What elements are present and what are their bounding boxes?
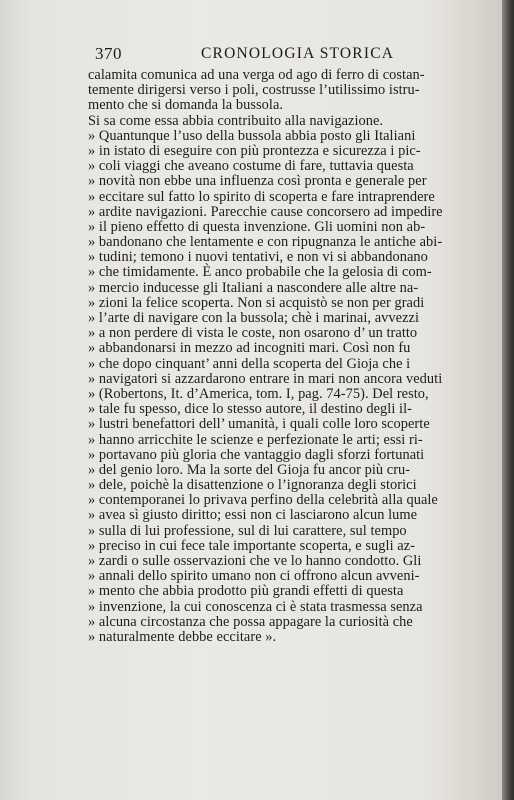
text-line: » (Robertons, It. d’America, tom. I, pag. 74-75). Del resto, [88, 385, 429, 402]
text-line: » eccitare sul fatto lo spirito di scoperta e fare intraprendere [88, 188, 435, 205]
text-line: » preciso in cui fece tale importante scoperta, e sugli az- [88, 537, 415, 554]
text-line: » sulla di lui professione, sul di lui carattere, sul tempo [88, 522, 407, 539]
text-line: » avea sì giusto diritto; essi non ci lasciarono alcun lume [88, 507, 418, 524]
text-line: » mento che abbia prodotto più grandi effetti di questa [88, 583, 404, 600]
text-line: calamita comunica ad una verga od ago di ferro di costan- [88, 67, 425, 83]
text-line: » lustri benefattori dell’ umanità, i quali colle loro scoperte [88, 416, 430, 433]
text-line: » mercio inducesse gli Italiani a nascondere alle altre na- [88, 279, 419, 296]
text-line: » l’arte di navigare con la bussola; chè i marinai, avvezzi [88, 310, 419, 326]
text-line: » Quantunque l’uso della bussola abbia posto gli Italiani [88, 127, 416, 144]
text-line: » annali dello spirito umano non ci offrono alcun avveni- [88, 568, 420, 585]
text-line: » che timidamente. È anco probabile che la gelosia di com- [88, 264, 432, 281]
text-line: » che dopo cinquant’ anni della scoperta del Gioja che i [88, 355, 411, 372]
text-line: » il pieno effetto di questa invenzione. Gli uomini non ab- [88, 218, 426, 235]
text-line: » bandonano che lentamente e con ripugnanza le antiche abi- [88, 234, 443, 251]
text-line: » naturalmente debbe eccitare ». [88, 628, 277, 645]
body-text [88, 68, 468, 645]
text-line: » dele, poichè la disattenzione o l’ignoranza degli storici [88, 477, 417, 494]
text-line: Si sa come essa abbia contribuito alla navigazione. [88, 112, 384, 129]
text-line: » ardite navigazioni. Parecchie cause concorsero ad impedire [88, 203, 443, 220]
text-line: » invenzione, la cui conoscenza ci è stata trasmessa senza [88, 598, 423, 615]
text-line: temente dirigersi verso i poli, costrusse l’utilissimo istru- [88, 82, 420, 99]
text-line: mento che si domanda la bussola. [88, 97, 284, 114]
text-line: » abbandonarsi in mezzo ad incogniti mari. Così non fu [88, 340, 411, 357]
text-line: » in istato di eseguire con più prontezza e sicurezza i pic- [88, 142, 421, 159]
text-line: » zardi o sulle osservazioni che ve lo hanno condotto. Gli [88, 553, 422, 569]
text-line: » coli viaggi che aveano costume di fare, tuttavia questa [88, 158, 414, 175]
text-line: » alcuna circostanza che possa appagare la curiosità che [88, 613, 413, 630]
text-line: » navigatori si azzardarono entrare in mari non ancora veduti [88, 370, 443, 387]
text-line: » novità non ebbe una influenza così pronta e generale per [88, 173, 427, 190]
text-line: » zioni la felice scoperta. Non si acquistò se non per gradi [88, 294, 425, 311]
text-line: » tale fu spesso, dice lo stesso autore, il destino degli il- [88, 401, 412, 418]
text-line: » del genio loro. Ma la sorte del Gioja fu ancor più cru- [88, 461, 411, 478]
running-title: CRONOLOGIA STORICA [201, 45, 395, 62]
text-line: » hanno arricchite le scienze e perfezionate le arti; essi ri- [88, 431, 423, 448]
text-line: » portavano più gloria che vantaggio dagli sforzi fortunati [88, 446, 425, 463]
page-edge-shadow [502, 0, 514, 800]
text-line: » contemporanei lo privava perfino della celebrità alla quale [88, 492, 438, 509]
text-line: » tudini; temono i nuovi tentativi, e non vi si abbandonano [88, 249, 428, 266]
page-number: 370 [95, 44, 122, 63]
text-line: » a non perdere di vista le coste, non osarono d’ un tratto [88, 325, 418, 342]
